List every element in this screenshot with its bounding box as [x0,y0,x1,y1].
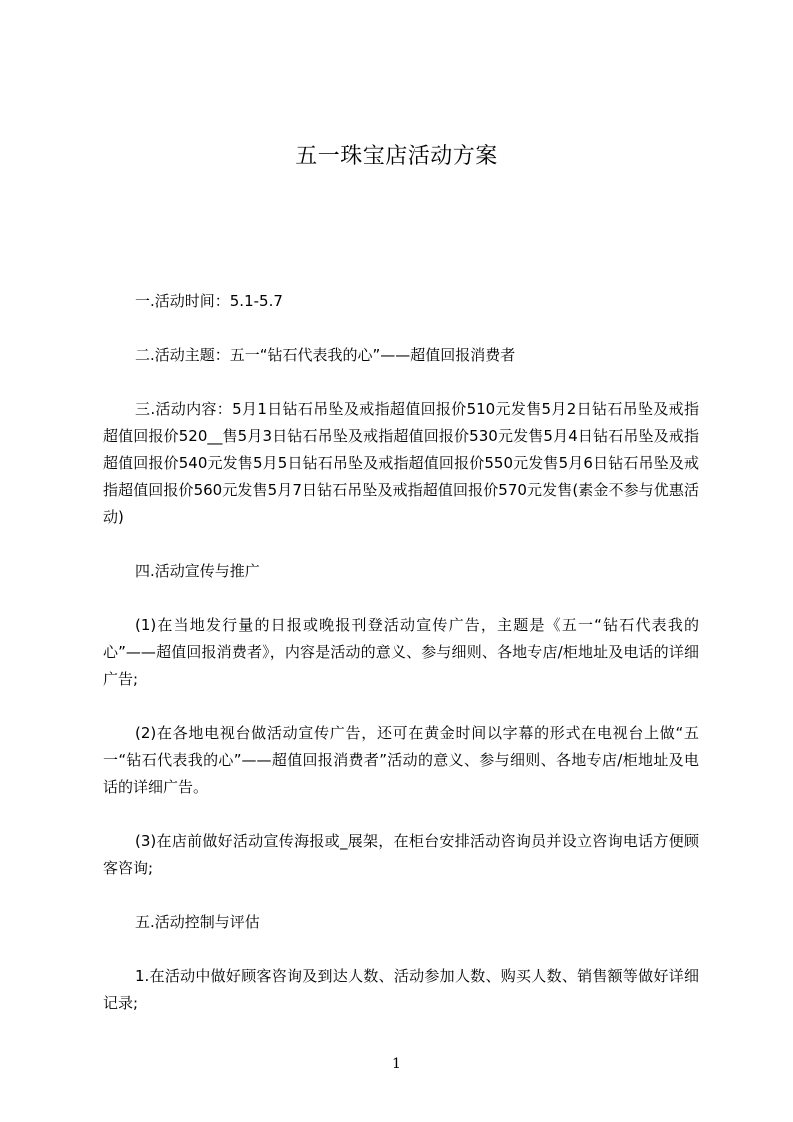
paragraph-promotion-tv: (2)在各地电视台做活动宣传广告，还可在黄金时间以字幕的形式在电视台上做“五一“钻石代表我的心”——超值回报消费者”活动的意义、参与细则、各地专店/柜地址及电话的详细广告。 [103,724,699,796]
paragraph-activity-content: 三.活动内容：5月1日钻石吊坠及戒指超值回报价510元发售5月2日钻石吊坠及戒指超值回报价520__售5月3日钻石吊坠及戒指超值回报价530元发售5月4日钻石吊坠及戒指超值回报价540元发售5月5日钻石吊坠及戒指超值回报价550元发售5月6日钻石吊坠及戒指超值回报价560元发售5月7日钻石吊坠及戒指超值回报价570元发售(素金不参与优惠活动) [103,400,699,526]
document-title: 五一珠宝店活动方案 [295,144,498,169]
page-number: 1 [392,1056,401,1072]
paragraph-activity-theme: 二.活动主题：五一“钻石代表我的心”——超值回报消费者 [135,346,516,364]
heading-promotion: 四.活动宣传与推广 [135,562,260,580]
document-body [103,288,699,1044]
paragraph-activity-time: 一.活动时间：5.1-5.7 [135,292,283,310]
paragraph-control-records: 1.在活动中做好顾客咨询及到达人数、活动参加人数、购买人数、销售额等做好详细记录; [103,967,699,1012]
paragraph-promotion-poster: (3)在店前做好活动宣传海报或_展架，在柜台安排活动咨询员并设立咨询电话方便顾客咨询; [103,832,699,877]
heading-control-evaluation: 五.活动控制与评估 [135,913,260,931]
paragraph-promotion-newspaper: (1)在当地发行量的日报或晚报刊登活动宣传广告，主题是《五一“钻石代表我的心”——超值回报消费者》，内容是活动的意义、参与细则、各地专店/柜地址及电话的详细广告; [103,616,699,688]
